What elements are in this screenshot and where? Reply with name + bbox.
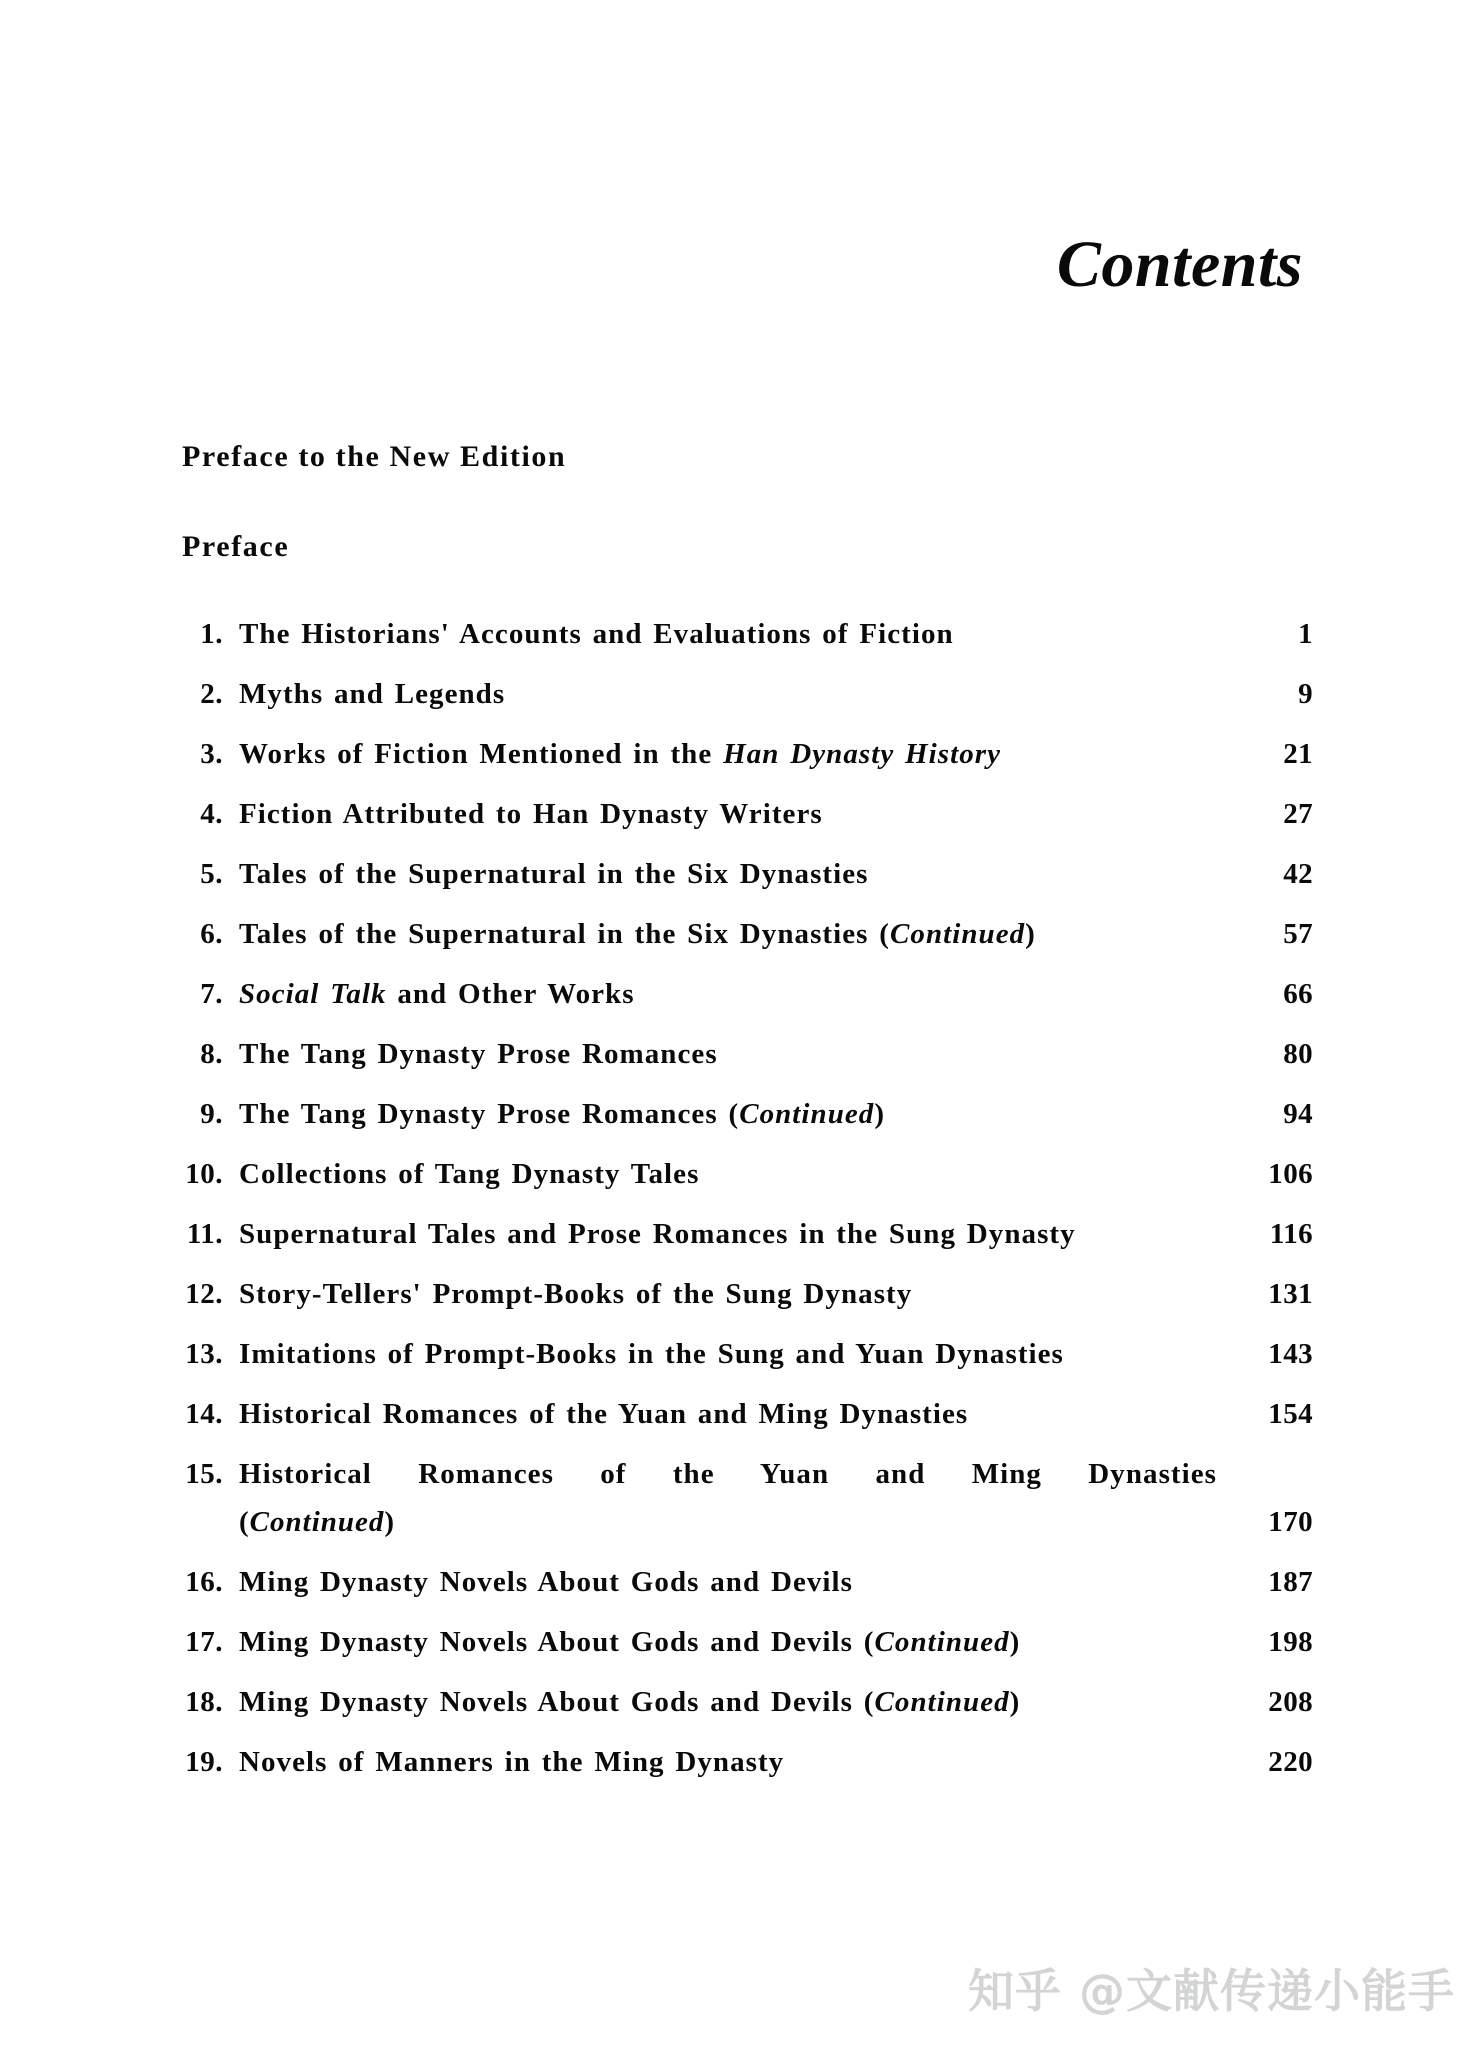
- toc-entry-body: [223, 1033, 1313, 1075]
- toc-entry-body: [223, 793, 1313, 835]
- toc-entry-title: [239, 1681, 1217, 1723]
- toc-title-text: Works of Fiction Mentioned in the: [239, 738, 724, 770]
- toc-entry[interactable]: [165, 793, 1313, 835]
- toc-entry-number: 17.: [185, 1626, 223, 1658]
- toc-entry-title: [239, 1153, 1217, 1195]
- front-matter-preface-new-edition: Preface to the New Edition: [182, 440, 567, 473]
- toc-entry[interactable]: [165, 853, 1313, 895]
- toc-entry-body: [223, 613, 1313, 655]
- toc-entry[interactable]: [165, 1621, 1313, 1663]
- toc-entry[interactable]: [165, 733, 1313, 775]
- toc-entry-page-number: 21: [1283, 738, 1313, 770]
- toc-entry-page-number: 27: [1283, 798, 1313, 830]
- toc-entry-body: [223, 1213, 1313, 1255]
- toc-entry-page-number: 187: [1268, 1566, 1313, 1598]
- toc-entry[interactable]: [165, 1153, 1313, 1195]
- toc-title-text: The Tang Dynasty Prose Romances: [239, 1038, 718, 1070]
- toc-title-text: Supernatural Tales and Prose Romances in the Sung Dynasty: [239, 1218, 1076, 1250]
- toc-entry-page-number: 208: [1268, 1686, 1313, 1718]
- toc-entry-number: 2.: [200, 678, 223, 710]
- toc-entry-number: 6.: [200, 918, 223, 950]
- toc-entry-title: [239, 1561, 1217, 1603]
- toc-title-italic: Continued: [739, 1098, 875, 1130]
- toc-entry-body: [223, 1741, 1313, 1783]
- toc-entry-body: [223, 1273, 1313, 1315]
- toc-title-italic: Continued: [874, 1626, 1010, 1658]
- toc-entry-number: 15.: [185, 1458, 223, 1490]
- toc-title-text-post: and Other Works: [386, 978, 635, 1010]
- toc-title-text: Ming Dynasty Novels About Gods and Devils: [239, 1566, 853, 1598]
- toc-title-text: The Historians' Accounts and Evaluations of Fiction: [239, 618, 954, 650]
- toc-entry-page-number: 198: [1268, 1626, 1313, 1658]
- toc-entry[interactable]: [165, 673, 1313, 715]
- toc-title-text: Tales of the Supernatural in the Six Dynasties (: [239, 918, 890, 950]
- toc-entry-number: 8.: [200, 1038, 223, 1070]
- toc-entry-number: 9.: [200, 1098, 223, 1130]
- toc-title-text-post: ): [1009, 1686, 1021, 1718]
- toc-entry-body: [223, 1621, 1313, 1663]
- toc-entry-body: [223, 1681, 1313, 1723]
- watermark: 知乎 @文献传递小能手: [968, 1964, 1456, 2018]
- toc-entry-number: 19.: [185, 1746, 223, 1778]
- toc-entry-page-number: 66: [1283, 978, 1313, 1010]
- toc-entry[interactable]: [165, 1561, 1313, 1603]
- toc-entry-body: [223, 853, 1313, 895]
- toc-entry-body: [223, 733, 1313, 775]
- toc-title-text-post: ): [874, 1098, 886, 1130]
- toc-entry-page-number: 106: [1268, 1158, 1313, 1190]
- toc-continued-open: (: [239, 1506, 250, 1538]
- toc-entry-number: 12.: [185, 1278, 223, 1310]
- toc-entry-title: [239, 613, 1217, 655]
- toc-title-text: Collections of Tang Dynasty Tales: [239, 1158, 700, 1190]
- toc-continued-italic: Continued: [249, 1506, 385, 1538]
- toc-entry-page-number: 57: [1283, 918, 1313, 950]
- toc-entry-title: [239, 1033, 1217, 1075]
- toc-title-text-post: ): [1009, 1626, 1021, 1658]
- toc-entry-body: [223, 1393, 1313, 1435]
- toc-title-italic: Social Talk: [239, 978, 387, 1010]
- toc-entry-title: [239, 1453, 1217, 1495]
- toc-entry-page-number: 131: [1268, 1278, 1313, 1310]
- toc-entry-title: [239, 1273, 1217, 1315]
- page-title: Contents: [1056, 228, 1303, 301]
- toc-entry-page-number: 1: [1298, 618, 1313, 650]
- toc-title-italic: Continued: [890, 918, 1026, 950]
- toc-entry-title: [239, 733, 1217, 775]
- toc-entry-title: [239, 913, 1217, 955]
- toc-entry[interactable]: [165, 1741, 1313, 1783]
- toc-entry-title: [239, 1333, 1217, 1375]
- table-of-contents-list: [165, 613, 1313, 1801]
- toc-entry-title: [239, 793, 1217, 835]
- toc-entry-page-number: 94: [1283, 1098, 1313, 1130]
- toc-entry-page-number: 154: [1268, 1398, 1313, 1430]
- toc-title-text: Ming Dynasty Novels About Gods and Devils (: [239, 1626, 875, 1658]
- toc-entry-number: 7.: [200, 978, 223, 1010]
- toc-entry-page-number: 170: [1268, 1506, 1313, 1538]
- toc-entry-body: [223, 1561, 1313, 1603]
- toc-entry[interactable]: [165, 1453, 1313, 1543]
- toc-entry-page-number: 42: [1283, 858, 1313, 890]
- toc-entry[interactable]: [165, 1213, 1313, 1255]
- toc-entry[interactable]: [165, 613, 1313, 655]
- toc-entry-body: [223, 1153, 1313, 1195]
- toc-entry[interactable]: [165, 973, 1313, 1015]
- toc-entry-title: [239, 1213, 1217, 1255]
- toc-entry-title: [239, 1093, 1217, 1135]
- toc-entry-number: 4.: [200, 798, 223, 830]
- toc-title-italic: Han Dynasty History: [723, 738, 1002, 770]
- toc-entry[interactable]: [165, 1033, 1313, 1075]
- toc-entry-number: 10.: [185, 1158, 223, 1190]
- toc-entry-page-number: 220: [1268, 1746, 1313, 1778]
- toc-entry-body: [223, 1333, 1313, 1375]
- toc-entry-body: [223, 673, 1313, 715]
- front-matter-preface: Preface: [182, 530, 290, 563]
- toc-entry-page-number: 143: [1268, 1338, 1313, 1370]
- toc-entry-page-number: 116: [1269, 1218, 1313, 1250]
- toc-entry[interactable]: [165, 1333, 1313, 1375]
- toc-entry-title: [239, 1393, 1217, 1435]
- toc-title-text: Imitations of Prompt-Books in the Sung and Yuan Dynasties: [239, 1338, 1064, 1370]
- toc-entry-title-continued: [239, 1501, 1217, 1543]
- toc-title-text: Tales of the Supernatural in the Six Dynasties: [239, 858, 869, 890]
- toc-title-text: Myths and Legends: [239, 678, 506, 710]
- toc-entry[interactable]: [165, 1393, 1313, 1435]
- toc-title-text: Historical Romances of the Yuan and Ming Dynasties: [239, 1398, 969, 1430]
- toc-entry[interactable]: [165, 1681, 1313, 1723]
- toc-entry-number: 14.: [185, 1398, 223, 1430]
- toc-title-text-post: ): [1025, 918, 1036, 950]
- toc-entry-title: [239, 673, 1217, 715]
- toc-entry[interactable]: [165, 1273, 1313, 1315]
- toc-entry-title: [239, 853, 1217, 895]
- toc-entry-number: 18.: [185, 1686, 223, 1718]
- toc-entry-body: [223, 1093, 1313, 1135]
- toc-title-text: Fiction Attributed to Han Dynasty Writers: [239, 798, 823, 830]
- toc-entry[interactable]: [165, 913, 1313, 955]
- toc-entry-page-number: 9: [1298, 678, 1313, 710]
- toc-entry-number: 1.: [200, 618, 223, 650]
- toc-entry-number: 5.: [200, 858, 223, 890]
- toc-title-text: Story-Tellers' Prompt-Books of the Sung Dynasty: [239, 1278, 913, 1310]
- toc-entry-number: 16.: [185, 1566, 223, 1598]
- toc-entry-title: [239, 1621, 1217, 1663]
- toc-title-text: Novels of Manners in the Ming Dynasty: [239, 1746, 785, 1778]
- toc-title-text: The Tang Dynasty Prose Romances (: [239, 1098, 740, 1130]
- toc-entry-title: [239, 973, 1217, 1015]
- toc-entry[interactable]: [165, 1093, 1313, 1135]
- toc-entry-body: [223, 1453, 1313, 1543]
- toc-entry-body: [223, 913, 1313, 955]
- toc-entry-number: 13.: [185, 1338, 223, 1370]
- toc-entry-page-number: 80: [1283, 1038, 1313, 1070]
- toc-entry-title: [239, 1741, 1217, 1783]
- toc-entry-body: [223, 973, 1313, 1015]
- toc-title-text: Ming Dynasty Novels About Gods and Devils (: [239, 1686, 875, 1718]
- toc-title-italic: Continued: [874, 1686, 1010, 1718]
- toc-entry-number: 11.: [186, 1218, 223, 1250]
- toc-title-text: Historical Romances of the Yuan and Ming Dynasties: [239, 1458, 1217, 1490]
- toc-continued-close: ): [384, 1506, 396, 1538]
- toc-entry-number: 3.: [200, 738, 223, 770]
